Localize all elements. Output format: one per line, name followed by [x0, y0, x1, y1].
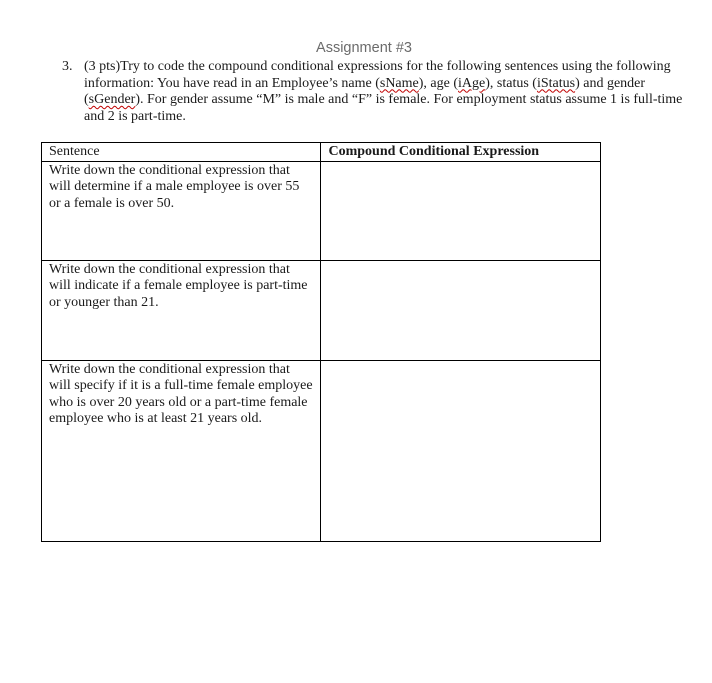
variable-istatus: iStatus [536, 75, 576, 91]
variable-sgender: sGender [88, 92, 136, 107]
table-row [42, 260, 601, 360]
question-outro: ). For gender assume “M” is male and “F” is female. For employment status assume 1 is full-time and 2 is part-time. [84, 92, 683, 124]
variable-iage: iAge [458, 75, 486, 91]
expression-table [41, 142, 601, 542]
table-header-row [42, 143, 601, 162]
expression-cell[interactable] [321, 260, 601, 360]
question-sep-gender: ) and gender ( [84, 75, 646, 107]
sentence-cell: Write down the conditional expression that will determine if a male employee is over 55 or a female is over 50. [42, 161, 321, 260]
question-intro: (3 pts)Try to code the compound conditional expressions for the following sentences using the following information: You have read in an Employee’s name ( [84, 59, 671, 91]
document-title: Assignment #3 [316, 40, 412, 56]
question-sep-age: ), age ( [418, 75, 459, 91]
expression-cell[interactable] [321, 161, 601, 260]
question-number: 3. [62, 59, 73, 74]
variable-sname: sName [379, 75, 419, 91]
table-row [42, 161, 601, 260]
question-sep-status: ), status ( [485, 75, 537, 91]
sentence-cell: Write down the conditional expression that will indicate if a female employee is part-time or younger than 21. [42, 260, 321, 360]
table-row [42, 360, 601, 541]
header-expression: Compound Conditional Expression [321, 143, 601, 162]
sentence-cell: Write down the conditional expression that will specify if it is a full-time female employee who is over 20 years old or a part-time female employee who is at least 21 years old. [42, 360, 321, 541]
expression-cell[interactable] [321, 360, 601, 541]
question-text [84, 59, 692, 125]
question-3 [62, 59, 692, 125]
header-sentence: Sentence [42, 143, 321, 162]
